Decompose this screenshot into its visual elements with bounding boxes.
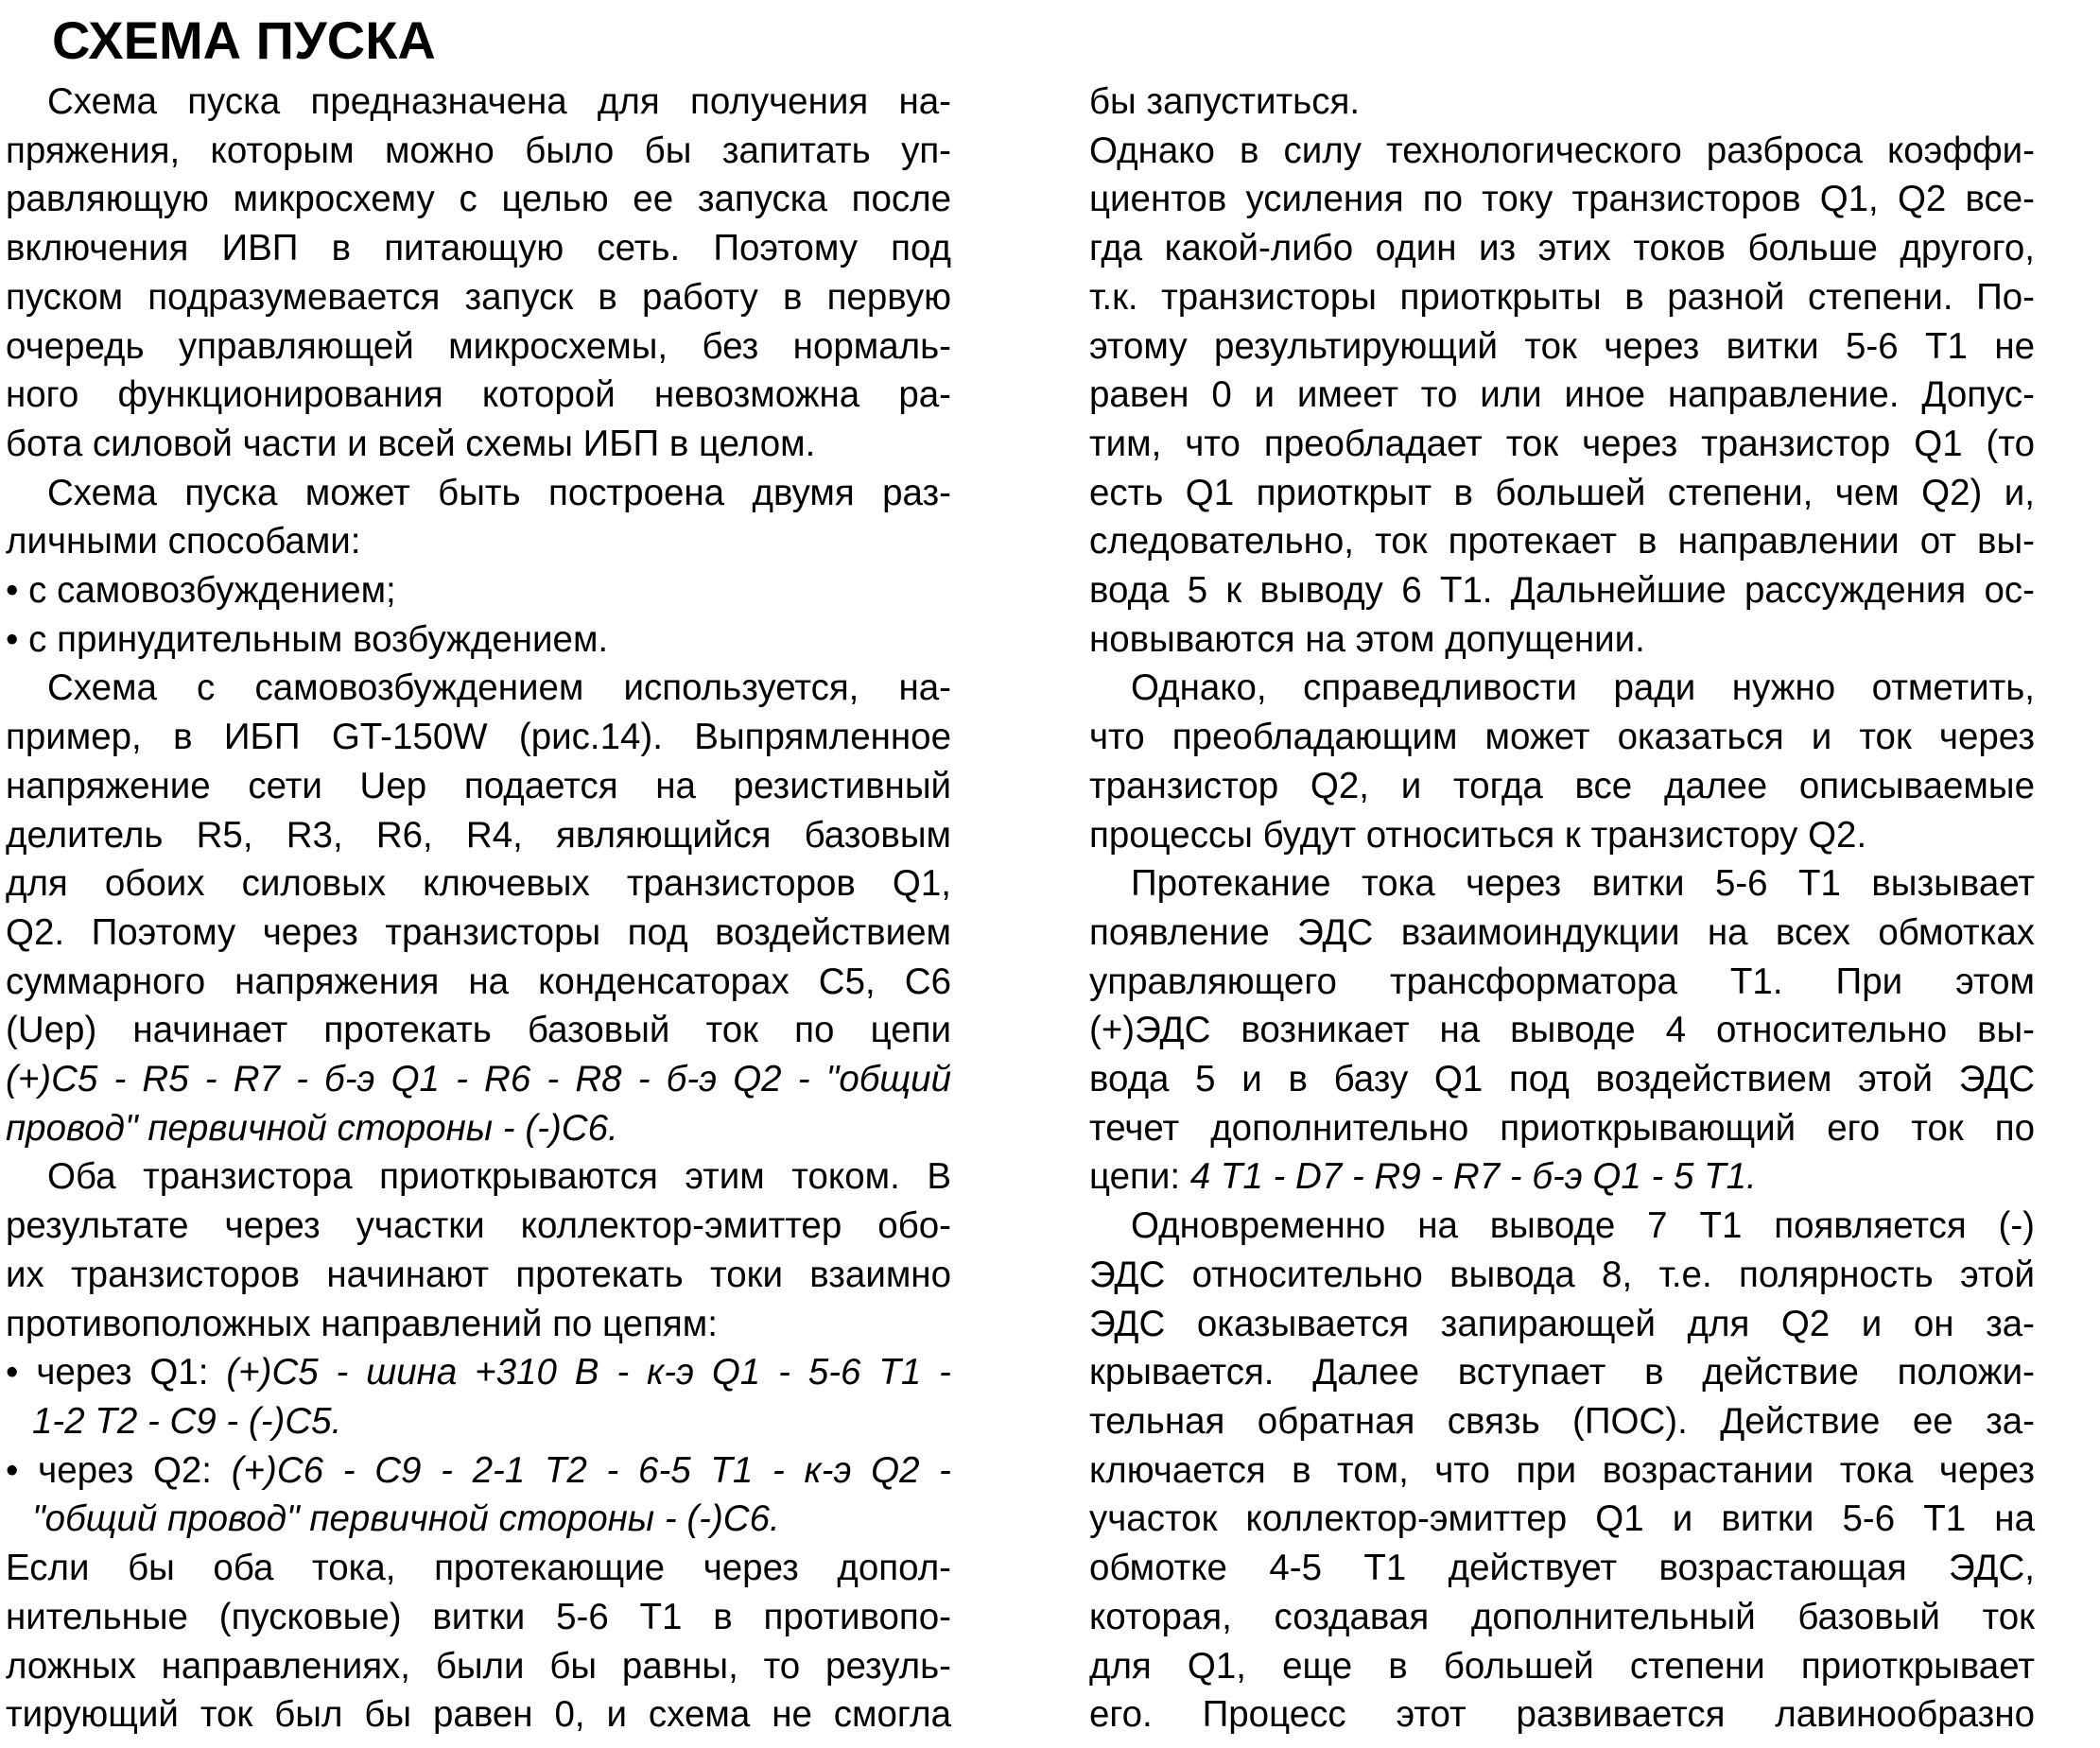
paragraph-line: тирующий ток был бы равен 0, и схема не смогла — [6, 1694, 951, 1736]
paragraph-line: напряжение сети Uep подается на резистивный — [6, 765, 951, 806]
paragraph-line: ЭДС оказывается запирающей для Q2 и он за- — [1089, 1303, 2035, 1344]
paragraph-line: есть Q1 приоткрыт в большей степени, чем Q2) и, — [1089, 472, 2035, 513]
paragraph-line: обмотке 4-5 T1 действует возрастающая ЭДС, — [1089, 1548, 2035, 1589]
paragraph-line: появление ЭДС взаимоиндукции на всех обмотках — [1089, 911, 2035, 953]
paragraph-line: делитель R5, R3, R6, R4, являющийся базовым — [6, 814, 951, 856]
paragraph-line: тельная обратная связь (ПОС). Действие ее за- — [1089, 1400, 2035, 1442]
paragraph-line: что преобладающим может оказаться и ток через — [1089, 717, 2035, 758]
page-title: СХЕМА ПУСКА — [52, 10, 436, 70]
paragraph-line: крывается. Далее вступает в действие положи- — [1089, 1352, 2035, 1393]
paragraph-line: Q2. Поэтому через транзисторы под воздействием — [6, 911, 951, 953]
paragraph-line: их транзисторов начинают протекать токи взаимно — [6, 1254, 951, 1295]
paragraph-line: личными способами: — [6, 521, 361, 562]
paragraph-line: следовательно, ток протекает в направлении от вы- — [1089, 521, 2035, 562]
paragraph: Схема пуска предназначена для получения на- — [47, 81, 951, 122]
paragraph-line: равляющую микросхему с целью ее запуска после — [6, 179, 951, 220]
list-item-continuation: 1-2 T2 - C9 - (-)C5. — [32, 1400, 342, 1442]
paragraph-line: ложных направлениях, были бы равны, то резуль- — [6, 1645, 951, 1687]
paragraph-line: результате через участки коллектор-эмиттер обо- — [6, 1205, 951, 1247]
list-item: • с принудительным возбуждением. — [6, 618, 609, 660]
paragraph-line: бота силовой части и всей схемы ИБП в целом. — [6, 423, 816, 464]
paragraph: Оба транзистора приоткрываются этим током. В — [47, 1156, 951, 1198]
paragraph-line: провод" первичной стороны - (-)C6. — [6, 1107, 618, 1149]
paragraph-line: равен 0 и имеет то или иное направление. Допус- — [1089, 374, 2035, 416]
paragraph-line: ЭДС относительно вывода 8, т.е. полярность этой — [1089, 1254, 2035, 1295]
paragraph-line: которая, создавая дополнительный базовый ток — [1089, 1596, 2035, 1637]
paragraph: Схема пуска может быть построена двумя раз- — [47, 472, 951, 513]
paragraph-line: транзистор Q2, и тогда все далее описываемые — [1089, 765, 2035, 806]
list-item: • через Q1: (+)C5 - шина +310 В - к-э Q1 - 5-6 T1 - — [6, 1352, 952, 1393]
paragraph: Одновременно на выводе 7 T1 появляется (-) — [1131, 1205, 2035, 1247]
paragraph-line: для Q1, еще в большей степени приоткрывает — [1089, 1645, 2035, 1687]
list-item: • с самовозбуждением; — [6, 570, 396, 612]
paragraph: Схема с самовозбуждением используется, на- — [47, 667, 951, 709]
paragraph-line: ключается в том, что при возрастании тока через — [1089, 1449, 2035, 1491]
paragraph: Однако в силу технологического разброса коэффи- — [1089, 130, 2035, 171]
right-column — [1089, 78, 2035, 1739]
paragraph-line: тим, что преобладает ток через транзистор Q1 (то — [1089, 423, 2035, 464]
paragraph-line: очередь управляющей микросхемы, без нормаль- — [6, 325, 951, 367]
paragraph-line: течет дополнительно приоткрывающий его ток по — [1089, 1107, 2035, 1149]
paragraph-line: управляющего трансформатора T1. При этом — [1089, 961, 2035, 1002]
left-column — [6, 78, 951, 1739]
paragraph-line: вода 5 и в базу Q1 под воздействием этой ЭДС — [1089, 1059, 2035, 1100]
paragraph-line: участок коллектор-эмиттер Q1 и витки 5-6 T1 на — [1089, 1498, 2035, 1540]
paragraph: Если бы оба тока, протекающие через допол- — [6, 1548, 951, 1589]
paragraph-line: пуском подразумевается запуск в работу в первую — [6, 276, 951, 318]
paragraph-line: ного функционирования которой невозможна ра- — [6, 374, 951, 416]
paragraph-line: цепи: 4 T1 - D7 - R9 - R7 - б-э Q1 - 5 T1. — [1089, 1156, 1757, 1198]
paragraph-line: (+)ЭДС возникает на выводе 4 относительно вы- — [1089, 1010, 2035, 1051]
list-item-continuation: "общий провод" первичной стороны - (-)C6. — [32, 1498, 780, 1540]
paragraph-line: этому результирующий ток через витки 5-6 T1 не — [1089, 325, 2035, 367]
paragraph-line: его. Процесс этот развивается лавинообразно — [1089, 1694, 2035, 1736]
paragraph-line: т.к. транзисторы приоткрыты в разной степени. По- — [1089, 276, 2035, 318]
paragraph-line: для обоих силовых ключевых транзисторов Q1, — [6, 863, 951, 905]
paragraph-line: пряжения, которым можно было бы запитать уп- — [6, 130, 951, 171]
paragraph-line: (Uep) начинает протекать базовый ток по цепи — [6, 1010, 951, 1051]
paragraph-line: нительные (пусковые) витки 5-6 T1 в противопо- — [6, 1596, 951, 1637]
paragraph-line: суммарного напряжения на конденсаторах C5, C6 — [6, 961, 951, 1002]
paragraph-line: пример, в ИБП GT-150W (рис.14). Выпрямленное — [6, 717, 951, 758]
paragraph: Однако, справедливости ради нужно отметить, — [1131, 667, 2035, 709]
paragraph: Протекание тока через витки 5-6 T1 вызывает — [1131, 863, 2035, 905]
list-item: • через Q2: (+)C6 - C9 - 2-1 T2 - 6-5 T1 - к-э Q2 - — [6, 1449, 951, 1491]
paragraph-line: вода 5 к выводу 6 T1. Дальнейшие рассуждения ос- — [1089, 570, 2035, 612]
paragraph-line: противоположных направлений по цепям: — [6, 1303, 718, 1344]
paragraph-line: циентов усиления по току транзисторов Q1, Q2 все- — [1089, 179, 2035, 220]
paragraph-line: процессы будут относиться к транзистору Q2. — [1089, 814, 1867, 856]
paragraph-line: (+)C5 - R5 - R7 - б-э Q1 - R6 - R8 - б-э Q2 - "общий — [6, 1059, 951, 1100]
paragraph-line: включения ИВП в питающую сеть. Поэтому под — [6, 228, 951, 269]
paragraph-line: новываются на этом допущении. — [1089, 618, 1645, 660]
paragraph-line: гда какой-либо один из этих токов больше другого, — [1089, 228, 2035, 269]
paragraph-line: бы запуститься. — [1089, 81, 1361, 122]
